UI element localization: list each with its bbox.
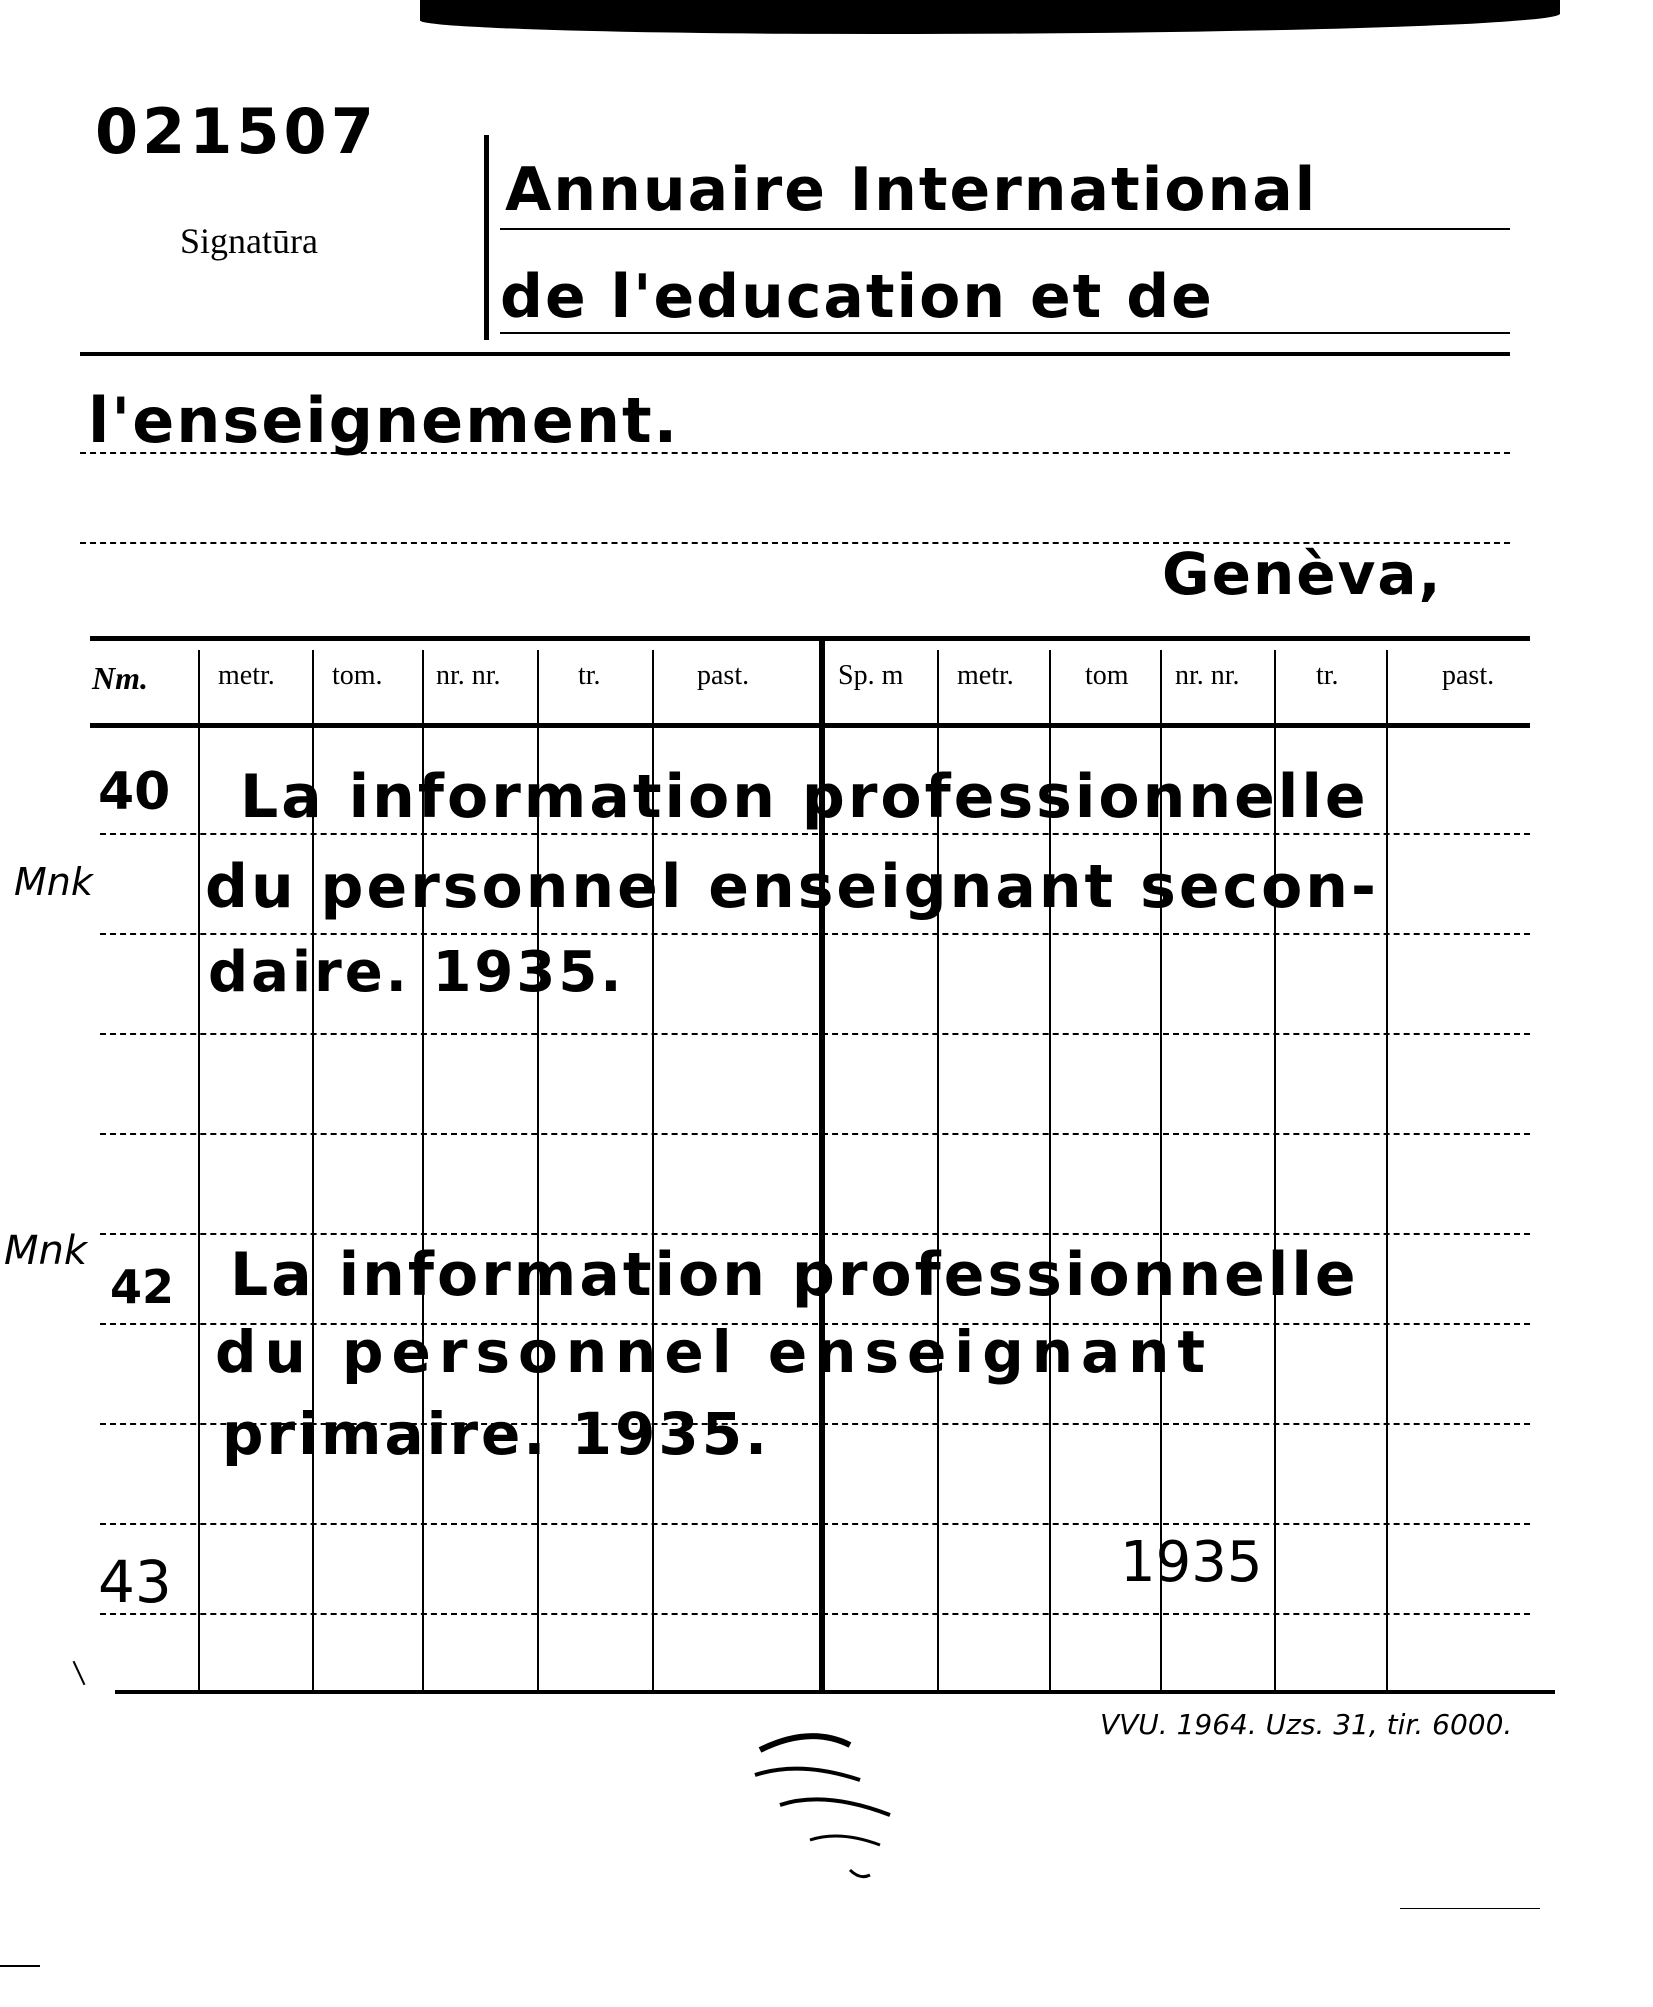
entry-year: 1935 <box>1120 1530 1263 1595</box>
header-right-past: past. <box>1442 660 1495 691</box>
title-line-2: de l'education et de <box>500 262 1214 332</box>
signature-number: 021507 <box>95 95 378 168</box>
bottom-scrap-rule-right <box>1400 1908 1540 1909</box>
header-rule <box>80 352 1510 356</box>
hole-scribble <box>740 1720 930 1890</box>
row-line <box>100 1033 1530 1035</box>
entry-text-line: du personnel enseignant <box>215 1318 1214 1386</box>
header-right-tr: tr. <box>1316 660 1339 691</box>
entry-text-line: primaire. 1935. <box>222 1400 771 1468</box>
title-line-1: Annuaire International <box>505 155 1318 225</box>
place: Genèva, <box>1162 540 1443 608</box>
header-right-spm: Sp. m <box>838 660 904 691</box>
row-line <box>100 933 1530 935</box>
torn-edge <box>420 0 1560 34</box>
table-top-rule <box>90 636 1530 641</box>
row-line <box>100 1133 1530 1135</box>
row-line <box>100 1523 1530 1525</box>
title-divider <box>484 135 489 340</box>
title-line-3: l'enseignement. <box>88 384 680 457</box>
printer-note: VVU. 1964. Uzs. 31, tir. 6000. <box>1100 1708 1513 1741</box>
entry-location: Mnk <box>14 860 93 904</box>
table-bottom-rule <box>115 1690 1555 1694</box>
margin-mark <box>73 1661 86 1685</box>
header-left-tr: tr. <box>578 660 601 691</box>
table-header-rule <box>90 723 1530 728</box>
entry-location: Mnk <box>4 1228 88 1274</box>
col-line <box>1386 650 1388 1690</box>
header-right-metr: metr. <box>957 660 1014 691</box>
title-rule-1 <box>500 228 1510 230</box>
entry-text-line: du personnel enseignant secon- <box>205 852 1379 922</box>
header-left-past: past. <box>697 660 750 691</box>
entry-number: 43 <box>98 1548 172 1616</box>
entry-text-line: La information professionnelle <box>230 1240 1359 1310</box>
header-right-tom: tom <box>1085 660 1129 691</box>
entry-number: 42 <box>110 1260 175 1314</box>
header-nm: Nm. <box>92 660 148 696</box>
header-right-nrnr: nr. nr. <box>1175 660 1240 691</box>
entry-number: 40 <box>98 762 171 822</box>
header-left-metr: metr. <box>218 660 275 691</box>
title-rule-2 <box>500 332 1510 334</box>
row-line <box>100 1233 1530 1235</box>
blank-rule-1 <box>80 452 1510 454</box>
entry-text-line: daire. 1935. <box>208 940 625 1005</box>
signature-label: Signatūra <box>180 221 318 261</box>
entry-text-line: La information professionnelle <box>240 762 1369 832</box>
header-left-nrnr: nr. nr. <box>436 660 501 691</box>
row-line <box>100 833 1530 835</box>
col-line <box>198 650 200 1690</box>
header-left-tom: tom. <box>332 660 383 691</box>
row-line <box>100 1613 1530 1615</box>
bottom-scrap-rule <box>0 1965 40 1967</box>
